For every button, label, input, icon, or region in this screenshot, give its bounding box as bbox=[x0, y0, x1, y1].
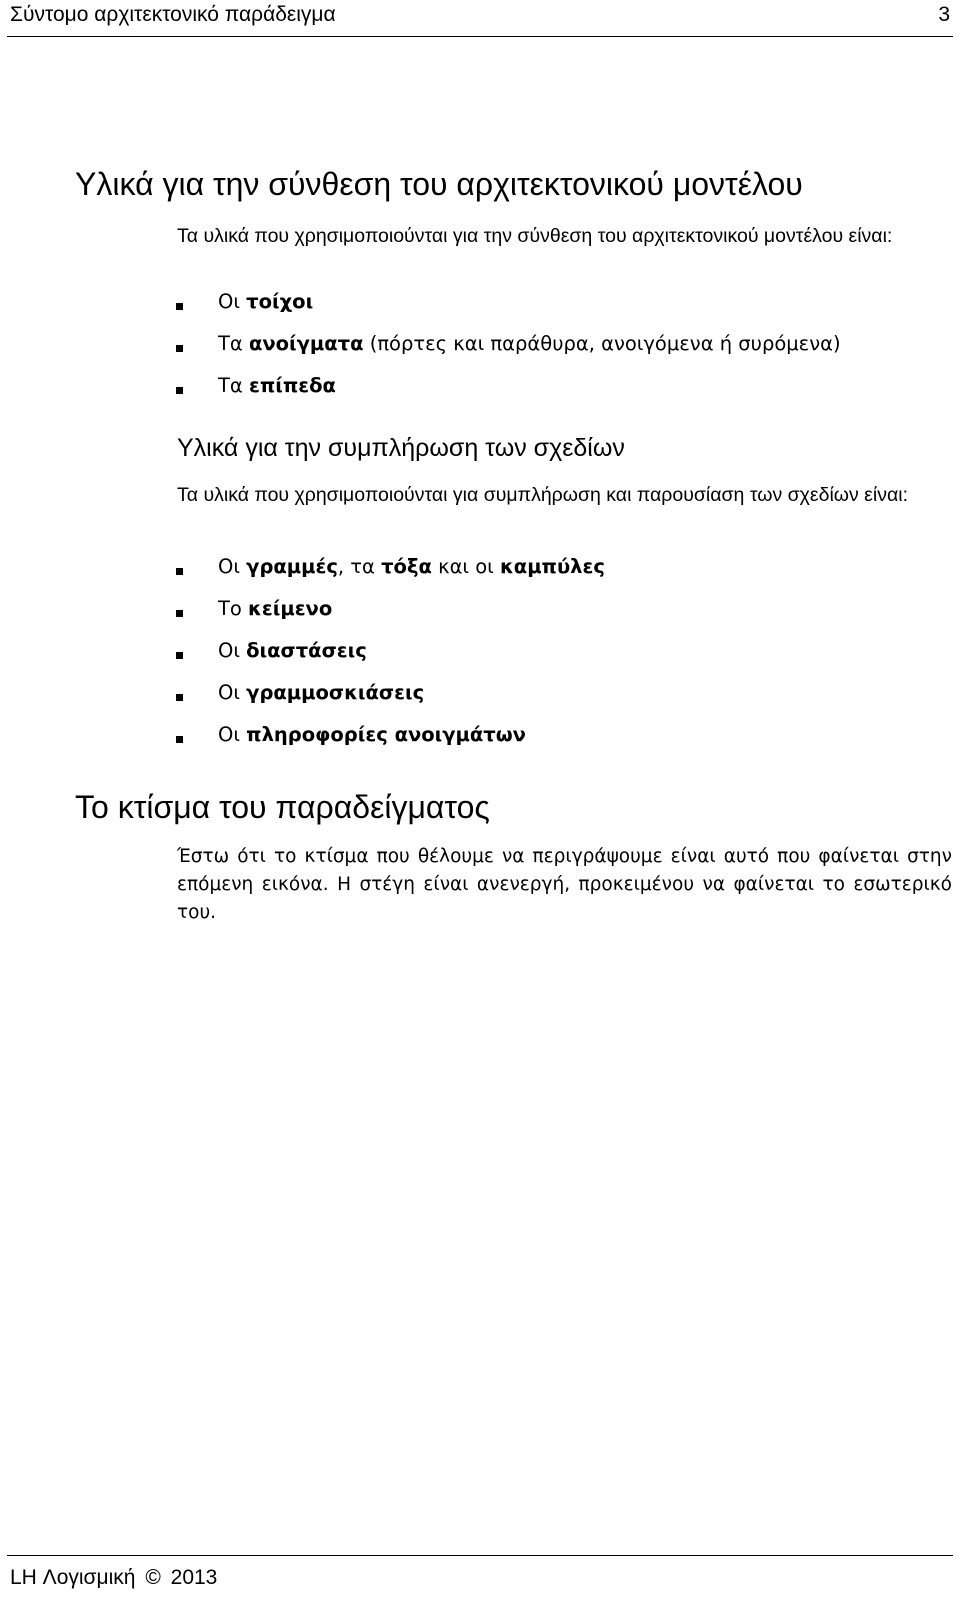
materials-intro: Τα υλικά που χρησιμοποιούνται για την σύνθεση του αρχιτεκτονικού μοντέλου είναι: bbox=[177, 225, 893, 247]
page-header bbox=[7, 0, 953, 37]
bullet-square-icon bbox=[176, 652, 183, 659]
bullet-square-icon bbox=[176, 303, 183, 310]
bullet-square-icon bbox=[176, 694, 183, 701]
subsection-heading-drawings: Υλικά για την συμπλήρωση των σχεδίων bbox=[177, 434, 625, 462]
building-paragraph: Έστω ότι το κτίσμα που θέλουμε να περιγράψουμε είναι αυτό που φαίνεται στην επόμενη εικόνα. Η στέγη είναι ανενεργή, προκειμένου να φαίνεται το εσωτερικό του. bbox=[177, 846, 952, 923]
document-title: Σύντομο αρχιτεκτονικό παράδειγμα bbox=[10, 3, 336, 26]
bullet-square-icon bbox=[176, 345, 183, 352]
company-name: LH Λογισμική bbox=[10, 1566, 136, 1589]
copyright-icon: © bbox=[145, 1566, 161, 1589]
bullet-square-icon bbox=[176, 736, 183, 743]
bullet-square-icon bbox=[176, 610, 183, 617]
copyright-year: 2013 bbox=[170, 1566, 218, 1589]
drawings-intro: Τα υλικά που χρησιμοποιούνται για συμπλήρωση και παρουσίαση των σχεδίων είναι: bbox=[177, 484, 908, 506]
bullet-square-icon bbox=[176, 568, 183, 575]
page-number: 3 bbox=[938, 3, 950, 26]
section-heading-materials: Υλικά για την σύνθεση του αρχιτεκτονικού μοντέλου bbox=[75, 166, 803, 202]
page-footer bbox=[7, 1555, 953, 1606]
section-heading-building: Το κτίσμα του παραδείγματος bbox=[75, 789, 490, 825]
bullet-square-icon bbox=[176, 387, 183, 394]
